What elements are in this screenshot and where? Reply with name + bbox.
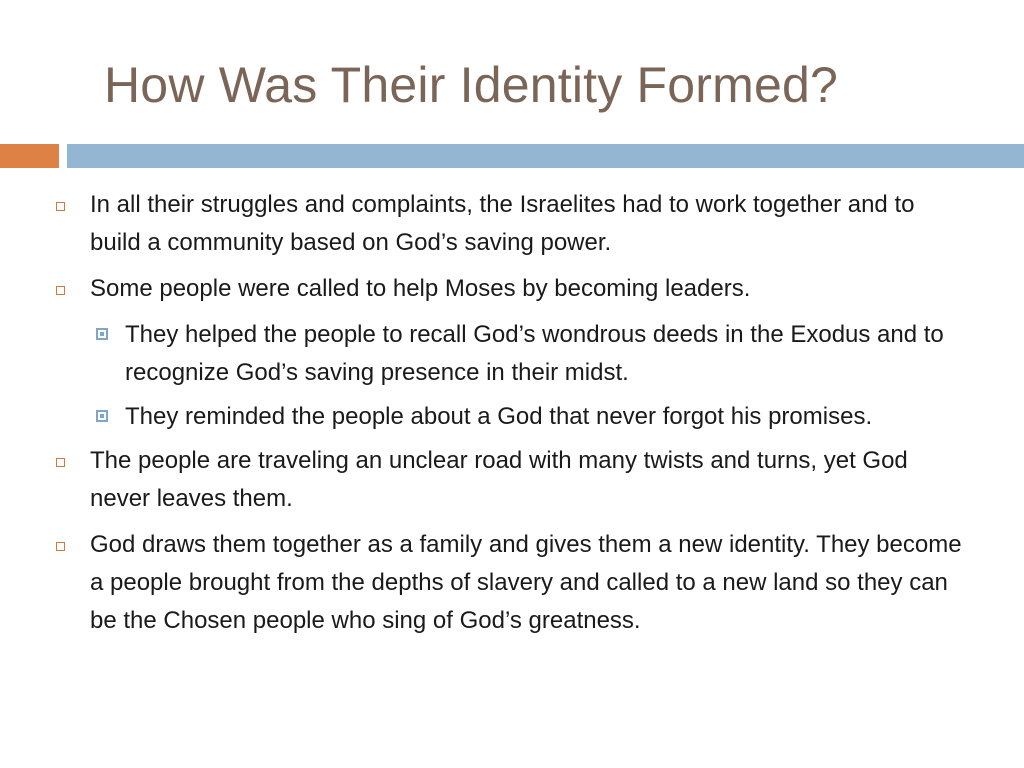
bullet-text: Some people were called to help Moses by becoming leaders. — [90, 275, 751, 302]
hollow-square-bullet-icon — [56, 458, 65, 467]
bullet-item — [50, 270, 970, 308]
hollow-square-bullet-icon — [56, 542, 65, 551]
hollow-square-bullet-icon — [56, 286, 65, 295]
sub-bullet-item — [50, 316, 970, 392]
boxed-square-bullet-icon — [96, 410, 108, 422]
sub-bullet-item — [50, 398, 970, 436]
bullet-item — [50, 526, 970, 640]
accent-bar-blue — [67, 144, 1024, 168]
bullet-text: The people are traveling an unclear road with many twists and turns, yet God never leaves them. — [90, 447, 908, 512]
slide-title: How Was Their Identity Formed? — [104, 57, 839, 113]
bullet-item — [50, 442, 970, 518]
bullet-list — [50, 186, 970, 648]
bullet-text: God draws them together as a family and gives them a new identity. They become a people brought from the depths of slavery and called to a new land so they can be the Chosen people who sing of God’s greatness. — [90, 531, 962, 634]
sub-bullet-text: They reminded the people about a God that never forgot his promises. — [125, 403, 873, 430]
boxed-square-bullet-icon — [96, 328, 108, 340]
sub-bullet-text: They helped the people to recall God’s wondrous deeds in the Exodus and to recognize God’s saving presence in their midst. — [125, 321, 944, 386]
accent-bar-orange — [0, 144, 59, 168]
bullet-item — [50, 186, 970, 262]
bullet-text: In all their struggles and complaints, the Israelites had to work together and to build a community based on God’s saving power. — [90, 191, 915, 256]
hollow-square-bullet-icon — [56, 202, 65, 211]
